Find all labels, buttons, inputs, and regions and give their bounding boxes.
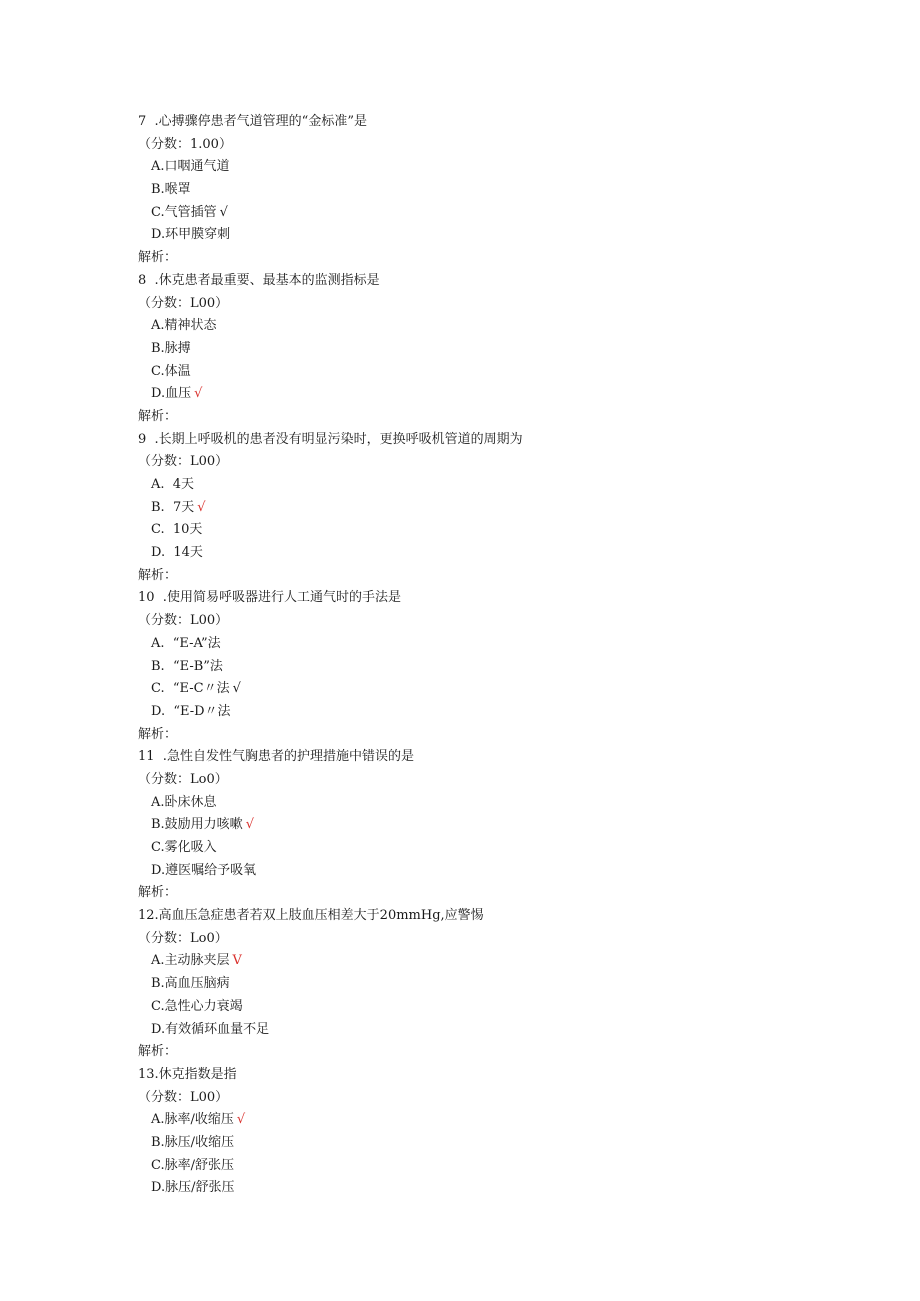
answer-option-text: A.主动脉夹层 <box>151 953 230 969</box>
answer-option <box>138 224 838 247</box>
question-list <box>138 111 838 1200</box>
answer-option <box>138 814 838 837</box>
answer-option <box>138 1155 838 1178</box>
question-score: （分数：Lo0） <box>138 771 228 787</box>
answer-option <box>138 656 838 679</box>
answer-option-text: D. “E-D〃法 <box>151 703 231 719</box>
question-stem: 10 .使用简易呼吸器进行人工通气时的手法是 <box>138 590 401 606</box>
answer-option <box>138 860 838 883</box>
question-score: （分数：1.00） <box>138 136 232 152</box>
question-stem: 12.高血压急症患者若双上肢血压相差大于20mmHg,应警惕 <box>138 908 484 924</box>
question-score: （分数：Lo0） <box>138 930 228 946</box>
answer-option-text: B.鼓励用力咳嗽 <box>151 817 243 833</box>
answer-option-text: A.脉率/收缩压 <box>151 1112 234 1128</box>
answer-option-text: C.脉率/舒张压 <box>151 1157 234 1173</box>
question-score: （分数：L00） <box>138 295 229 311</box>
answer-option-text: A.卧床休息 <box>151 794 217 810</box>
answer-option <box>138 973 838 996</box>
answer-option <box>138 1109 838 1132</box>
answer-option-text: D.环甲膜穿刺 <box>151 227 231 243</box>
answer-option <box>138 996 838 1019</box>
question-block <box>138 746 838 905</box>
correct-answer-check-icon: √ <box>232 681 241 697</box>
answer-option-text: D.血压 <box>151 386 192 402</box>
answer-option-text: D. 14天 <box>151 545 203 561</box>
question-block <box>138 270 838 429</box>
answer-option <box>138 179 838 202</box>
answer-option-text: A. 4天 <box>151 477 195 492</box>
answer-option <box>138 1019 838 1042</box>
answer-option <box>138 156 838 179</box>
answer-option-text: C.急性心力衰竭 <box>151 998 243 1014</box>
answer-option-text: D.遵医嘱给予吸氧 <box>151 862 257 878</box>
correct-answer-check-icon: √ <box>236 1112 246 1128</box>
question-score: （分数：L00） <box>138 1089 229 1105</box>
answer-option <box>138 701 838 724</box>
answer-option-text: B.脉压/收缩压 <box>151 1134 235 1150</box>
analysis-label: 解析： <box>138 250 178 266</box>
answer-option-text: B.脉搏 <box>151 340 191 356</box>
answer-option-text: C. “E-C〃法 <box>151 681 230 697</box>
answer-option-text: B.喉罩 <box>151 182 191 198</box>
analysis-label: 解析： <box>138 726 178 742</box>
answer-option-text: A.口咽通气道 <box>151 159 230 175</box>
answer-option <box>138 497 838 520</box>
answer-option-text: B.高血压脑病 <box>151 976 230 992</box>
correct-answer-check-icon: V <box>232 953 242 969</box>
analysis-label: 解析： <box>138 1044 178 1060</box>
question-stem: 8 .休克患者最重要、最基本的监测指标是 <box>138 272 380 288</box>
question-stem: 7 .心搏骤停患者气道管理的“金标准”是 <box>138 114 367 129</box>
answer-option <box>138 202 838 225</box>
analysis-label: 解析： <box>138 408 178 424</box>
answer-option <box>138 678 838 701</box>
analysis-label: 解析： <box>138 567 178 583</box>
answer-option <box>138 338 838 361</box>
answer-option <box>138 950 838 973</box>
answer-option <box>138 315 838 338</box>
correct-answer-check-icon: √ <box>219 204 228 220</box>
answer-option-text: B. “E-B”法 <box>151 658 223 674</box>
question-block <box>138 905 838 1064</box>
answer-option <box>138 474 838 497</box>
answer-option <box>138 1177 838 1200</box>
answer-option <box>138 1132 838 1155</box>
answer-option-text: A. “E-A”法 <box>151 635 221 651</box>
answer-option <box>138 361 838 384</box>
answer-option <box>138 633 838 656</box>
answer-option-text: C.气管插管 <box>151 204 217 220</box>
question-stem: 11 .急性自发性气胸患者的护理措施中错误的是 <box>138 749 414 765</box>
answer-option-text: B. 7天 <box>151 499 195 515</box>
answer-option <box>138 542 838 565</box>
question-score: （分数：L00） <box>138 613 229 629</box>
analysis-label: 解析： <box>138 885 178 901</box>
question-stem: 9 .长期上呼吸机的患者没有明显污染时，更换呼吸机管道的周期为 <box>138 431 523 447</box>
correct-answer-check-icon: √ <box>194 386 203 402</box>
answer-option-text: C.雾化吸入 <box>151 840 217 855</box>
answer-option-text: D.脉压/舒张压 <box>151 1180 235 1196</box>
answer-option-text: D.有效循环血量不足 <box>151 1021 270 1037</box>
answer-option <box>138 792 838 815</box>
correct-answer-check-icon: √ <box>245 817 254 833</box>
answer-option-text: A.精神状态 <box>151 318 217 334</box>
question-score: （分数：L00） <box>138 454 229 470</box>
answer-option <box>138 519 838 542</box>
answer-option-text: C. 10天 <box>151 522 203 538</box>
question-stem: 13.休克指数是指 <box>138 1066 237 1082</box>
question-block <box>138 587 838 746</box>
correct-answer-check-icon: √ <box>197 499 206 515</box>
answer-option <box>138 383 838 406</box>
answer-option-text: C.体温 <box>151 363 191 379</box>
question-block <box>138 1064 838 1200</box>
question-block <box>138 111 838 270</box>
question-block <box>138 429 838 588</box>
answer-option <box>138 837 838 860</box>
